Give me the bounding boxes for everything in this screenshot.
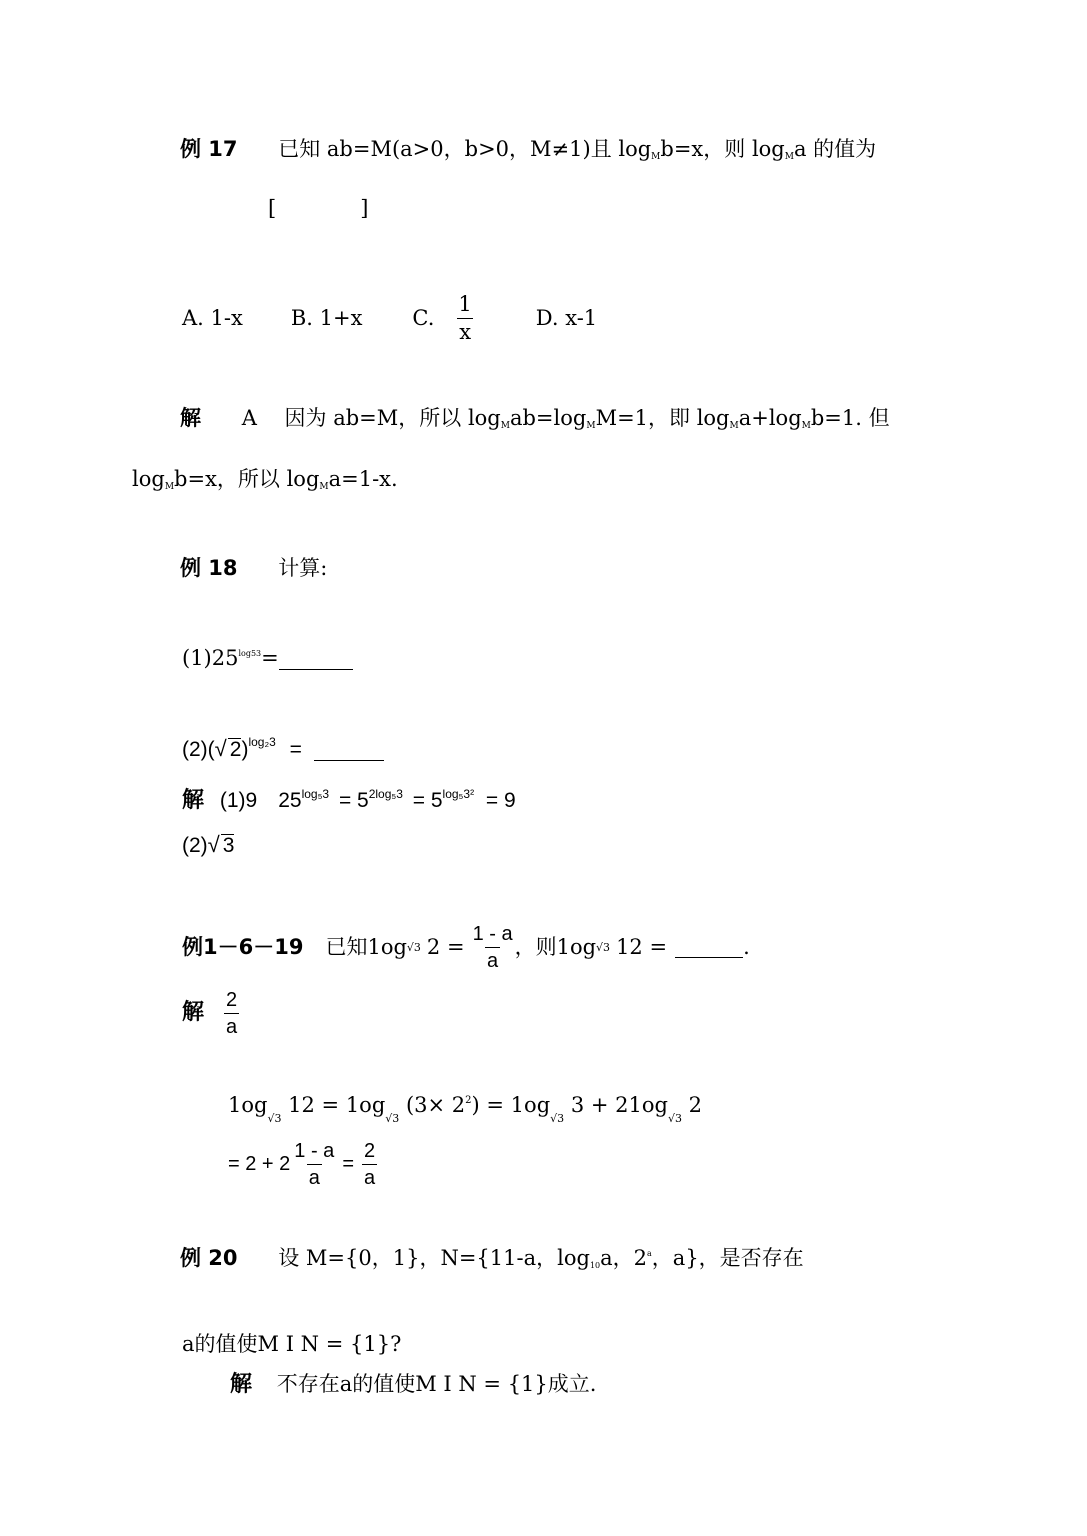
ex20-stem-line2: a的值使M I N = {1}? (182, 1332, 402, 1356)
ex19-work-line2: = 2 + 2 $\frac{1 - a}{a}$ = $\frac{2}{a}$ (228, 1139, 376, 1189)
ex20-solution-label: 解 (230, 1372, 253, 1397)
ex18-heading: 例 18 计算: (180, 556, 328, 580)
ex19-label: 例1－6－19 (182, 934, 304, 959)
ex19-stem: 例1－6－19 已知1og √3 2 = $\frac{1 - a}{a}$ ，则1og √3 12 = . (182, 922, 750, 972)
answer-blank (314, 739, 384, 761)
ex20-stem: 例 20 设 M={0，1}，N={11-a，$\log_{10}a$，2$^a$，a}，是否存在 (180, 1246, 804, 1270)
ex17-bracket: [ ] (268, 196, 369, 220)
ex19-work-line1: $1og_{√3}$ $12 = 1og_{√3}$ $(3\times 2^2) = 1og_{√3}$ $3 + 21og_{√3}$ 2 (228, 1093, 703, 1125)
ex19-fraction: $\frac{1 - a}{a}$ (472, 922, 513, 972)
ex19-solution (182, 982, 239, 1044)
ex19-solution-label: 解 (182, 1000, 205, 1025)
ex20-solution: 解 不存在a的值使M I N = {1}成立. (230, 1372, 597, 1397)
option-b: B. 1+x (290, 305, 363, 330)
ex18-solution2: (2)√ 3 (182, 832, 235, 857)
option-c: C. (412, 305, 435, 330)
answer-blank (279, 648, 353, 670)
ex17-label: 例 17 (180, 137, 238, 161)
ex18-solution1: 解 (1)9 $25^{log_53} = 5^{2log_53} = 5^{log_53^2} = 9$ (182, 787, 516, 813)
ex17-solution-label: 解 (180, 406, 201, 430)
option-d: D. x-1 (535, 305, 598, 330)
ex18-solution-label: 解 (182, 788, 205, 813)
option-c-fraction: $\frac{1}{x}$ (458, 291, 472, 344)
work-result-fraction: $\frac{2}{a}$ (364, 1139, 376, 1189)
ex18-q1: $(1)25^{log53}=$ (182, 648, 353, 670)
ex17-options (182, 288, 597, 348)
option-a: A. 1-x (182, 305, 243, 330)
ex18-label: 例 18 (180, 556, 238, 580)
ex19-answer-fraction: $\frac{2}{a}$ (226, 988, 238, 1038)
work-fraction: $\frac{1 - a}{a}$ (294, 1139, 335, 1189)
ex18-q2: (2)(√ 2)$^{log_23}$ = (182, 736, 384, 761)
answer-blank (675, 936, 743, 958)
ex17-stem: 例 17 已知 ab=M(a>0，b>0，M≠1)且 $\log_Mb=x$，则 $\log_Ma$ 的值为 (180, 137, 877, 162)
ex17-solution-line1: 解 A 因为 ab=M，所以 $\log_Mab=\log_MM=1$，即 $\log_Ma+\log_Mb=1$. 但 (180, 406, 890, 431)
ex20-label: 例 20 (180, 1246, 238, 1270)
ex17-solution-line2: $\log_Mb=x$，所以 $\log_Ma=1-x$. (132, 467, 398, 492)
